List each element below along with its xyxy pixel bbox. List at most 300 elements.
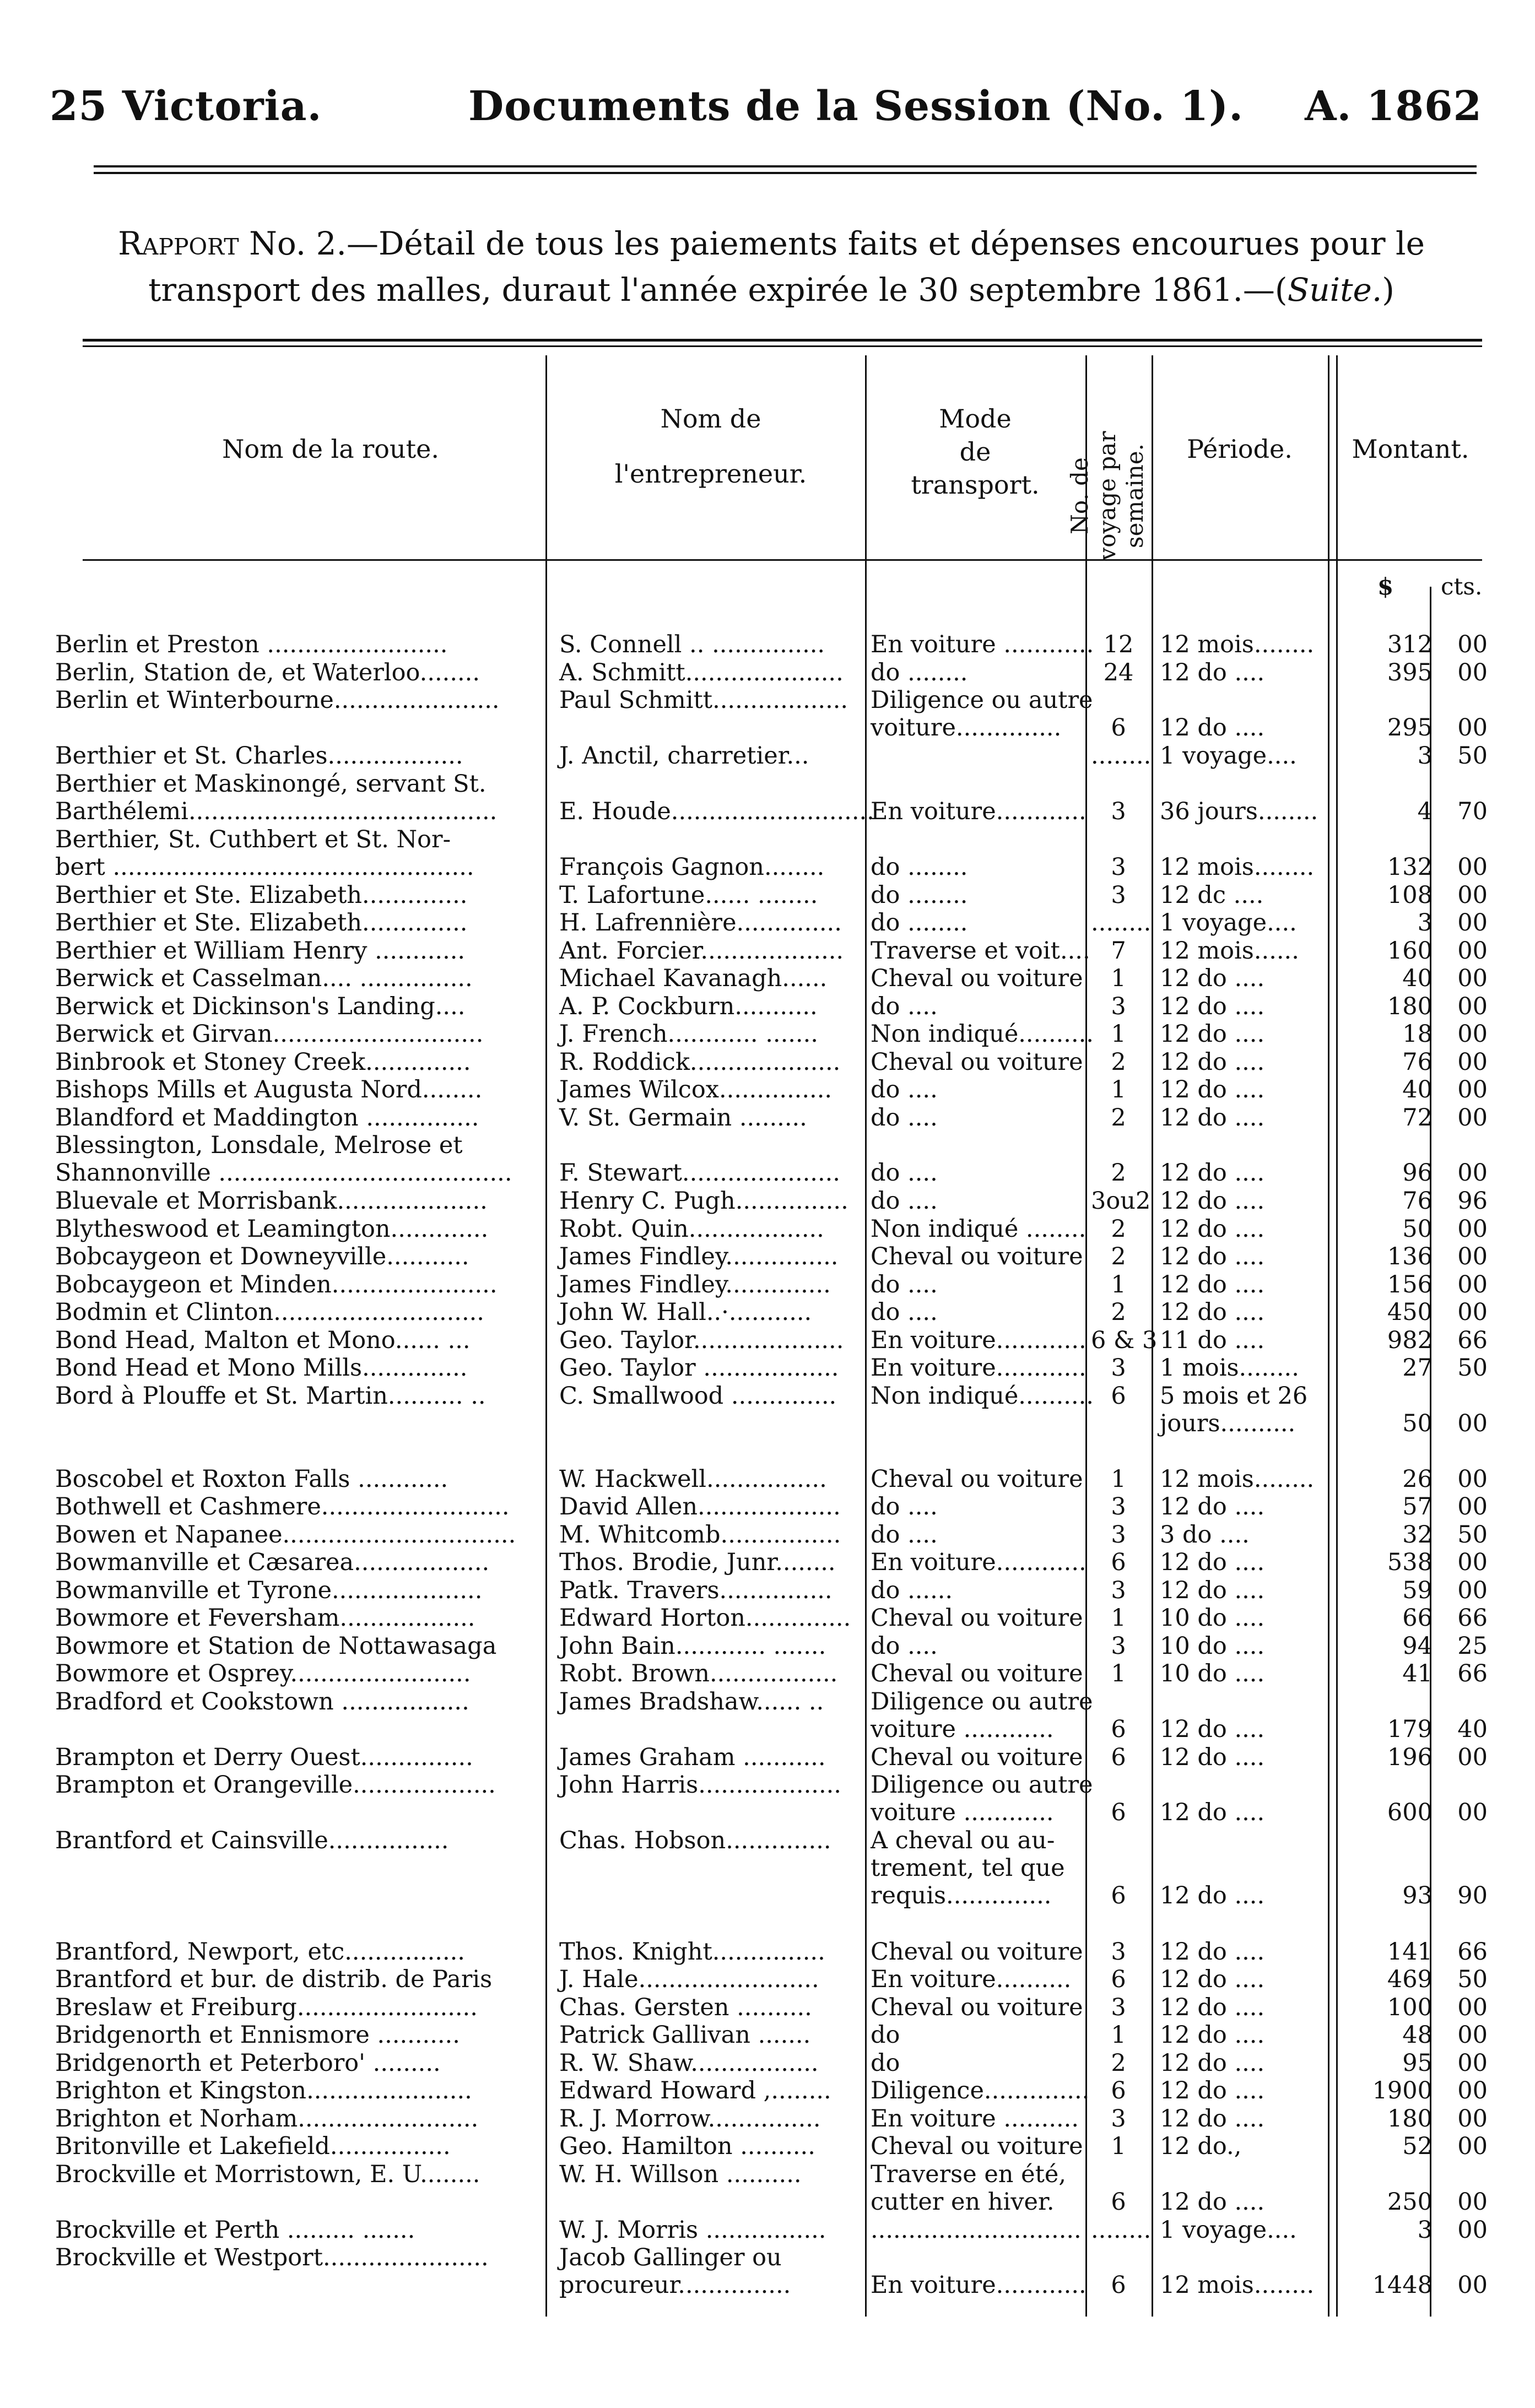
title-suite: Suite. [1287,271,1382,309]
cell-line: A. Schmitt..................... [559,658,844,686]
cell-line: 1 mois........ [1160,1354,1299,1382]
cell-line: Traverse en été, [871,2160,1067,2188]
cell-line: ............................ [871,2216,1082,2244]
cell-line: Bowmore et Osprey........................ [55,1660,471,1687]
cell-voyages [1091,1215,1146,1243]
cell-cents [1444,1104,1488,1132]
cell-dollars [1333,1382,1433,1437]
cell-cents [1444,1048,1488,1076]
cell-line: 76 [1402,1187,1433,1215]
cell-entrepreneur [559,1938,862,1966]
cell-line: 3 [1111,1493,1126,1520]
cell-voyages [1091,1938,1146,1966]
cell-mode [871,1632,1083,1660]
cell-line: 96 [1457,1187,1488,1215]
cell-line: Bodmin et Clinton............................ [55,1298,484,1326]
cell-route [55,686,551,742]
cell-line [559,1716,862,1743]
cell-line: En voiture............ [871,2271,1087,2299]
cell-line: 6 [1111,2271,1126,2299]
cell-mode [871,2021,1083,2049]
cell-mode [871,1104,1083,1132]
cell-entrepreneur [559,686,862,742]
cell-line: James Findley.............. [559,1270,831,1298]
cell-line: 3 [1111,1354,1126,1382]
cell-line: do ........ [871,853,968,881]
cell-mode [871,993,1083,1020]
cell-line: James Bradshaw...... .. [559,1687,824,1716]
cell-entrepreneur [559,1048,862,1076]
cell-line: Brighton et Kingston...................... [55,2077,472,2104]
cell-line: 00 [1457,2049,1488,2077]
cell-line: Thos. Brodie, Junr........ [559,1549,836,1576]
cell-line: 00 [1457,1076,1488,1103]
cell-line: 12 do .... [1160,2077,1265,2104]
cell-voyages [1091,1104,1146,1132]
cell-line: 12 mois........ [1160,853,1315,881]
cell-line: J. Anctil, charretier... [559,742,809,770]
cell-line: 1 [1111,1270,1126,1298]
cell-mode [871,965,1083,992]
cell-line: 00 [1457,1549,1488,1576]
cell-line: 108 [1387,881,1433,909]
cell-line: bert ................................................ [55,853,474,881]
header-right: A. 1862 [1305,83,1482,130]
cell-line: 94 [1402,1632,1433,1660]
cell-line: 1 [1111,1076,1126,1103]
cell-line: 3 [1417,909,1433,937]
cell-line [559,1882,862,1909]
cell-line: En voiture............ [871,1549,1087,1576]
cell-route [55,1465,551,1493]
cell-line [1444,2244,1488,2271]
cell-periode [1160,1298,1325,1326]
cell-periode [1160,1688,1325,1743]
cell-entrepreneur [559,659,862,686]
cell-periode [1160,1966,1325,1993]
cell-dollars [1333,909,1433,937]
cell-line [1444,770,1488,798]
cell-cents [1444,826,1488,881]
cell-periode [1160,2049,1325,2077]
cell-line: 982 [1387,1326,1433,1354]
cell-cents [1444,1271,1488,1298]
cell-entrepreneur [559,2105,862,2133]
cell-line: Cheval ou voiture [871,1743,1083,1771]
cell-line [871,826,1083,853]
cell-line: 132 [1387,853,1433,881]
cell-periode [1160,826,1325,881]
cell-voyages [1091,2105,1146,2133]
cell-line: 12 do .... [1160,714,1265,742]
cell-cents [1444,686,1488,742]
cell-cents [1444,1688,1488,1743]
cell-line: do .... [871,1493,938,1520]
cell-dollars [1333,1604,1433,1632]
cell-line: 1 [1111,1465,1126,1493]
cell-cents [1444,1493,1488,1520]
cell-mode [871,1521,1083,1549]
cell-mode [871,1687,1093,1743]
unit-cents: cts. [1441,573,1483,600]
cell-entrepreneur [559,1994,862,2021]
cell-entrepreneur [559,631,862,658]
cell-route [55,631,551,658]
cell-line: Chas. Hobson.............. [559,1827,831,1854]
cell-line: 12 do .... [1160,1048,1265,1076]
cell-route [55,1604,551,1632]
cell-line: 12 do .... [1160,1799,1265,1826]
cell-route [55,1577,551,1604]
cell-line: 6 [1111,1966,1126,1993]
cell-line: 6 [1111,2077,1126,2104]
cell-line: 00 [1457,937,1488,965]
cell-line: Berthier, St. Cuthbert et St. Nor- [55,825,451,853]
cell-line: Non indiqué ........ [871,1215,1087,1243]
col-route: Nom de la route. [222,434,439,464]
cell-line: 25 [1457,1632,1488,1660]
cell-line: Cheval ou voiture [871,1243,1083,1270]
cell-voyages [1091,1744,1146,1771]
cell-cents [1444,1660,1488,1687]
col-periode: Période. [1187,434,1293,464]
cell-line [1333,1688,1433,1716]
cell-line: 12 mois...... [1160,937,1299,965]
cell-line: Berthier et Ste. Elizabeth.............. [55,909,468,937]
cell-voyages [1091,1132,1146,1187]
cell-line [559,1410,862,1437]
cell-periode [1160,686,1325,742]
cell-line: 95 [1402,2049,1433,2077]
cell-voyages [1091,770,1146,825]
cell-entrepreneur [559,1382,862,1437]
cell-line: Bishops Mills et Augusta Nord........ [55,1076,483,1103]
cell-line: 6 [1111,1549,1126,1576]
cell-line [1160,826,1325,853]
cell-periode [1160,1632,1325,1660]
cell-line: 00 [1457,2216,1488,2244]
cell-dollars [1333,1243,1433,1270]
cell-line: 12 do .... [1160,1993,1265,2021]
cell-voyages [1091,1076,1146,1103]
cell-entrepreneur [559,2161,862,2216]
cell-line: Patrick Gallivan ....... [559,2021,811,2049]
cell-line: 40 [1402,1076,1433,1103]
cell-periode [1160,1271,1325,1298]
cell-line: W. Hackwell................ [559,1465,827,1493]
cell-periode [1160,1744,1325,1771]
cell-line: 7 [1111,937,1126,965]
cell-line: 1 voyage.... [1160,742,1297,770]
cell-route [55,1132,551,1187]
cell-line: Cheval ou voiture [871,1604,1083,1632]
cell-line: 50 [1402,1409,1433,1437]
cell-cents [1444,2216,1488,2244]
cell-dollars [1333,1938,1433,1966]
cell-periode [1160,1771,1325,1826]
cell-mode [871,1966,1083,1993]
cell-line [559,714,862,742]
cell-line: 00 [1457,1048,1488,1076]
cell-voyages [1091,1298,1146,1326]
cell-line: do .... [871,1076,938,1103]
cell-line: 66 [1457,1604,1488,1632]
cell-line: 12 do .... [1160,1493,1265,1520]
cell-line [1333,826,1433,853]
cell-dollars [1333,1493,1433,1520]
cell-voyages [1091,742,1152,770]
cell-line: Bowmore et Feversham.................. [55,1604,475,1632]
cell-line: 59 [1402,1576,1433,1604]
cell-periode [1160,2216,1325,2244]
cell-line: 12 do .... [1160,992,1265,1020]
cell-cents [1444,965,1488,992]
cell-entrepreneur [559,1521,862,1549]
cell-route [55,1354,551,1382]
cell-line: 57 [1402,1493,1433,1520]
cell-entrepreneur [559,2244,862,2299]
cell-line: 18 [1402,1020,1433,1048]
cell-line: En voiture.......... [871,1966,1072,1993]
cell-line: 12 mois........ [1160,631,1315,658]
cell-mode [871,2133,1083,2160]
cell-line: Michael Kavanagh...... [559,965,828,992]
cell-periode [1160,1215,1325,1243]
cell-line: 250 [1387,2188,1433,2216]
cell-line: voiture ............ [871,1799,1054,1826]
cell-periode [1160,1994,1325,2021]
cell-line: 11 do .... [1160,1326,1265,1354]
cell-dollars [1333,659,1433,686]
cell-mode [871,2049,1083,2077]
cell-route [55,1660,551,1687]
cell-line [559,1854,862,1882]
cell-line [55,1882,551,1909]
cell-voyages [1091,1271,1146,1298]
cell-dollars [1333,1104,1433,1132]
cell-periode [1160,965,1325,992]
col-montant: Montant. [1352,434,1469,464]
cell-line: do .... [871,1159,938,1187]
cell-mode [871,1938,1083,1966]
cell-entrepreneur [559,1604,862,1632]
cell-line: 00 [1457,1993,1488,2021]
cell-voyages [1091,1549,1146,1576]
cell-line: Robt. Brown................. [559,1660,838,1687]
cell-voyages [1091,659,1146,686]
cell-mode [871,1020,1094,1048]
cell-line: Berthier et St. Charles.................. [55,742,463,770]
cell-line [871,742,1083,770]
cell-line: 76 [1402,1048,1433,1076]
cell-line: W. J. Morris ................ [559,2216,826,2244]
cell-line: En voiture .......... [871,2104,1079,2133]
cell-dollars [1333,1465,1433,1493]
cell-voyages [1091,2077,1146,2104]
cell-line: Brockville et Westport...................... [55,2244,489,2271]
cell-route [55,937,551,965]
cell-route [55,965,551,992]
cell-line: 450 [1387,1298,1433,1326]
cell-line: Bobcaygeon et Downeyville........... [55,1243,469,1270]
cell-cents [1444,1215,1488,1243]
cell-line: 1 [1111,1660,1126,1687]
cell-entrepreneur [559,1744,862,1771]
cell-line [55,1716,551,1743]
cell-line: 50 [1402,1215,1433,1243]
cell-mode [871,1354,1087,1382]
cell-route [55,2105,551,2133]
cell-cents [1444,1549,1488,1576]
cell-line: 2 [1111,1159,1126,1187]
cell-dollars [1333,1688,1433,1743]
cell-line: W. H. Willson .......... [559,2160,802,2188]
cell-line: 00 [1457,2104,1488,2133]
cell-line [1333,686,1433,714]
cell-line: 1900 [1372,2077,1433,2104]
cell-line: 41 [1402,1660,1433,1687]
cell-line: 6 [1111,1382,1126,1410]
cell-cents [1444,2049,1488,2077]
cell-periode [1160,1187,1325,1215]
cell-line [1160,1854,1325,1882]
cell-cents [1444,2244,1488,2299]
cell-line: 2 [1111,1243,1126,1270]
cell-dollars [1333,1215,1433,1243]
cell-periode [1160,659,1325,686]
cell-line: 00 [1457,965,1488,992]
cell-line: 66 [1457,1326,1488,1354]
cell-line: 12 do .... [1160,1743,1265,1771]
cell-voyages [1091,1994,1146,2021]
cell-line: M. Whitcomb................ [559,1520,841,1549]
cell-line: 40 [1402,965,1433,992]
cell-line [1444,1688,1488,1716]
cell-voyages [1091,1493,1146,1520]
cell-line: 156 [1387,1270,1433,1298]
cell-route [55,1048,551,1076]
cell-line: John Harris................... [559,1771,841,1799]
cell-line: 136 [1387,1243,1433,1270]
cell-line [1333,1382,1433,1410]
cell-entrepreneur [559,1104,862,1132]
cell-line: Brockville et Morristown, E. U........ [55,2160,480,2188]
cell-line: Binbrook et Stoney Creek.............. [55,1048,471,1076]
cell-line: do .... [871,1270,938,1298]
cell-line: C. Smallwood .............. [559,1382,837,1410]
cell-line: V. St. Germain ......... [559,1103,807,1132]
cell-entrepreneur [559,742,862,770]
cell-cents [1444,1827,1488,1909]
cell-voyages [1091,993,1146,1020]
cell-cents [1444,1771,1488,1826]
cell-line: procureur............... [559,2271,791,2299]
cell-line [1444,1132,1488,1159]
cell-line: 3 [1111,1993,1126,2021]
cell-dollars [1333,2077,1433,2104]
cell-mode [871,1465,1083,1493]
cell-mode [871,1827,1083,1909]
cell-line: En voiture............ [871,1326,1087,1354]
cell-line: Diligence ou autre [871,1771,1093,1799]
cell-line: do ...... [871,1576,953,1604]
cell-cents [1444,881,1488,909]
cell-line: Bothwell et Cashmere......................... [55,1493,510,1520]
cell-line [1091,1410,1146,1437]
cell-line: Non indiqué.......... [871,1020,1094,1048]
cell-line: 10 do .... [1160,1660,1265,1687]
cell-periode [1160,1660,1325,1687]
cell-line: 00 [1457,1799,1488,1826]
cell-route [55,1187,551,1215]
cell-mode [871,659,1083,686]
cell-entrepreneur [559,1549,862,1576]
cell-line: Barthélemi......................................... [55,797,498,825]
cell-entrepreneur [559,1465,862,1493]
cell-mode [871,881,1083,909]
cell-mode [871,1298,1083,1326]
cell-dollars [1333,2021,1433,2049]
cell-line: 70 [1457,797,1488,825]
cell-route [55,1243,551,1270]
cell-cents [1444,2105,1488,2133]
cell-voyages [1091,1020,1146,1048]
cell-entrepreneur [559,993,862,1020]
cell-line [1333,770,1433,798]
cell-line: do ........ [871,909,968,937]
cell-line: 10 do .... [1160,1632,1265,1660]
cell-dollars [1333,2244,1433,2299]
cell-line: Cheval ou voiture [871,1938,1083,1966]
cell-periode [1160,2133,1325,2160]
cell-line: Bobcaygeon et Minden...................... [55,1270,498,1298]
cell-periode [1160,1549,1325,1576]
cell-line: 312 [1387,631,1433,658]
cell-voyages [1091,1632,1146,1660]
cell-voyages [1091,631,1146,658]
cell-voyages [1091,881,1146,909]
cell-line: do [871,2021,900,2049]
cell-voyages [1091,1660,1146,1687]
cell-line: 3 [1111,2104,1126,2133]
header-bottom-rule [83,559,1482,561]
cell-line: Bridgenorth et Ennismore ........... [55,2021,460,2049]
cell-line: 600 [1387,1799,1433,1826]
cell-line: 00 [1457,1576,1488,1604]
cell-line: 10 do .... [1160,1604,1265,1632]
cell-line: Boscobel et Roxton Falls ............ [55,1465,448,1493]
cell-line: 24 [1103,658,1134,686]
cell-line: 12 do .... [1160,2104,1265,2133]
cell-line: Geo. Hamilton .......... [559,2133,815,2160]
cell-cents [1444,1966,1488,1993]
cell-entrepreneur [559,1215,862,1243]
cell-periode [1160,909,1325,937]
cell-line: John W. Hall..·........... [559,1298,812,1326]
cell-route [55,2244,551,2299]
cell-line: Bowmanville et Tyrone.................... [55,1576,483,1604]
cell-line: do .... [871,1187,938,1215]
cell-line: Brantford, Newport, etc................ [55,1938,465,1966]
report-title [66,220,1477,313]
cell-line: Bond Head, Malton et Mono...... ... [55,1326,471,1354]
cell-cents [1444,993,1488,1020]
cell-line: 32 [1402,1520,1433,1549]
header-center: Documents de la Session (No. 1). [468,83,1244,130]
cell-entrepreneur [559,826,862,881]
cell-dollars [1333,1132,1433,1187]
cell-cents [1444,631,1488,658]
